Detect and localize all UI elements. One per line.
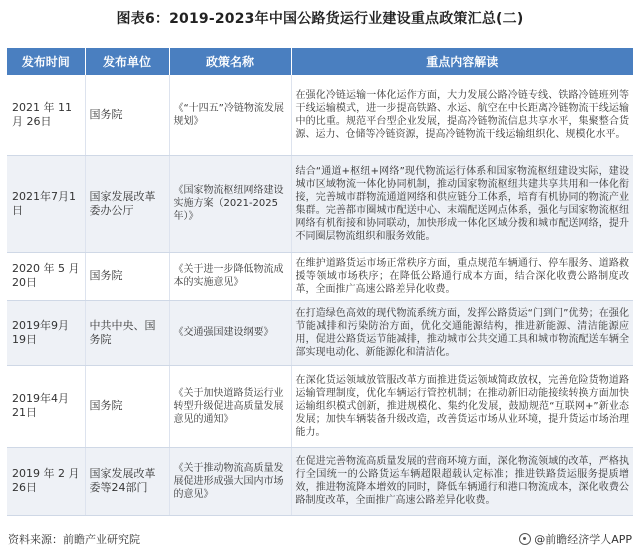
table-row xyxy=(7,300,633,365)
header-policy: 政策名称 xyxy=(169,48,291,75)
cell-content: 在维护道路货运市场正常秩序方面，重点规范车辆通行、停车服务、道路救援等领域市场秩序；在降低公路通行成本方面，结合深化收费公路制度改革，全面推广高速公路差异化收费。 xyxy=(291,252,633,300)
cell-content: 在深化货运领域放管服改革方面推进货运领域简政放权，完善危险货物道路运输管理制度，优化车辆运行管控机制；在推动新旧动能接续转换方面加快运输组织模式创新，推进规模化、集约化发展，鼓励规范“互联网+”新业态发展；加快车辆装备升级改造，改善货运市场从业环境，提升货运市场治理能力。 xyxy=(291,365,633,447)
cell-unit: 国务院 xyxy=(85,75,169,155)
cell-unit: 国务院 xyxy=(85,365,169,447)
cell-content: 在促进完善物流高质量发展的营商环境方面，深化物流领域的改革，严格执行全国统一的公路货运车辆超限超载认定标准；推进铁路货运服务提质增效，推进物流降本增效的同时，降低车辆通行和港口物流成本，深化收费公路制度改革，全面推广高速公路差异化收费。 xyxy=(291,447,633,515)
page-title: 图表6：2019-2023年中国公路货运行业建设重点政策汇总(二) xyxy=(116,11,524,27)
cell-policy: 《关于进一步降低物流成本的实施意见》 xyxy=(169,252,291,300)
brand-credit-text: @前瞻经济学人APP xyxy=(534,533,632,546)
cell-date: 2021 年 11 月 26日 xyxy=(7,75,85,155)
policy-table xyxy=(7,48,633,516)
table-header-row xyxy=(7,48,633,75)
table-row xyxy=(7,155,633,252)
brand-credit xyxy=(519,531,632,547)
table-row xyxy=(7,252,633,300)
header-unit: 发布单位 xyxy=(85,48,169,75)
table-row xyxy=(7,75,633,155)
cell-content: 在强化冷链运输一体化运作方面，大力发展公路冷链专线、铁路冷链班列等干线运输模式，进一步提高铁路、水运、航空在中长距离冷链物流干线运输中的比重。规范平台型企业发展，提高冷链物流信息共享水平，集聚整合货源、运力、仓储等冷链资源，提高冷链物流干线运输组织化、规模化水平。 xyxy=(291,75,633,155)
cell-date: 2020 年 5 月 20日 xyxy=(7,252,85,300)
cell-unit: 国务院 xyxy=(85,252,169,300)
header-date: 发布时间 xyxy=(7,48,85,75)
cell-policy: 《交通强国建设纲要》 xyxy=(169,300,291,365)
table-row xyxy=(7,365,633,447)
header-content: 重点内容解读 xyxy=(291,48,633,75)
cell-date: 2019 年 2 月 26日 xyxy=(7,447,85,515)
table-row xyxy=(7,447,633,515)
cell-content: 在打造绿色高效的现代物流系统方面，发挥公路货运“门到门”优势；在强化节能减排和污染防治方面，优化交通能源结构，推进新能源、清洁能源应用，促进公路货运节能减排，推动城市公共交通工具和城市物流配送车辆全部实现电动化、新能源化和清洁化。 xyxy=(291,300,633,365)
cell-policy: 《国家物流枢纽网络建设实施方案（2021-2025年）》 xyxy=(169,155,291,252)
cell-unit: 中共中央、国务院 xyxy=(85,300,169,365)
cell-date: 2019年9月19日 xyxy=(7,300,85,365)
cell-policy: 《关于推动物流高质量发展促进形成强大国内市场的意见》 xyxy=(169,447,291,515)
source-note: 资料来源：前瞻产业研究院 xyxy=(8,533,140,546)
cell-policy: 《关于加快道路货运行业转型升级促进高质量发展意见的通知》 xyxy=(169,365,291,447)
brand-logo-icon xyxy=(519,533,531,545)
cell-content: 结合“通道+枢纽+网络”现代物流运行体系和国家物流枢纽建设实际，建设城市区域物流一体化协同机制，推动国家物流枢纽共建共享共用和一体化衔接，完善城市群物流通道网络和供应链分工体系，培育有机协同的物流产业集群。完善都市圈城市配送中心、末端配送网点体系，强化与国家物流枢纽网络有机衔接和协同联动，加快形成一体化区域分拨和城市配送网络，提升不同圈层物流组织和服务效能。 xyxy=(291,155,633,252)
cell-date: 2021年7月1日 xyxy=(7,155,85,252)
cell-unit: 国家发展改革委等24部门 xyxy=(85,447,169,515)
cell-policy: 《“十四五”冷链物流发展规划》 xyxy=(169,75,291,155)
cell-date: 2019年4月21日 xyxy=(7,365,85,447)
cell-unit: 国家发展改革委办公厅 xyxy=(85,155,169,252)
